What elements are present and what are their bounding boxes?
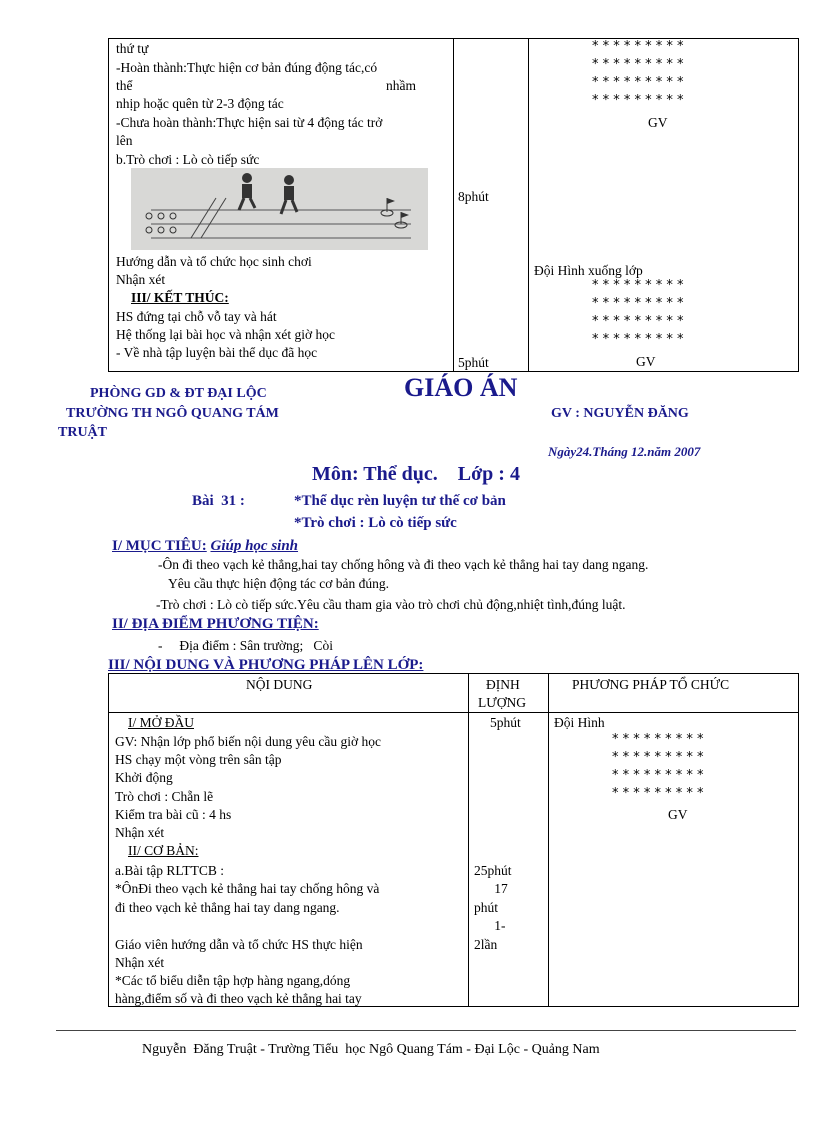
sec2-time: 25phút (474, 863, 512, 878)
content-line: -Chưa hoàn thành:Thực hiện sai từ 4 động tác trở (116, 115, 383, 130)
sec2-time: 2lần (474, 937, 498, 952)
relay-game-illustration (131, 168, 428, 250)
gv-label: GV (648, 115, 668, 130)
formation-stars: * * * * * * * * * (612, 786, 704, 801)
formation-stars: * * * * * * * * * (592, 93, 684, 108)
sec2-time: phút (474, 900, 499, 915)
content-line: đi theo vạch kẻ thẳng hai tay dang ngang. (115, 900, 340, 915)
department: PHÒNG GD & ĐT ĐẠI LỘC (90, 386, 267, 401)
formation-stars: * * * * * * * * * (592, 75, 684, 90)
content-line: Nhận xét (115, 825, 165, 840)
footer-text: Nguyễn Đăng Truật - Trường Tiểu học Ngô Quang Tám - Đại Lộc - Quảng Nam (142, 1042, 600, 1057)
content-line: *Các tổ biểu diễn tập hợp hàng ngang,dóng (115, 973, 351, 988)
page-title: GIÁO ÁN (404, 373, 518, 402)
column-header-method: PHƯƠNG PHÁP TỔ CHỨC (572, 677, 730, 692)
time-game: 8phút (458, 189, 489, 204)
content-line: Khởi động (115, 770, 173, 785)
content-line: a.Bài tập RLTTCB : (115, 863, 224, 878)
formation-stars: * * * * * * * * * (612, 750, 704, 765)
formation-stars: * * * * * * * * * (592, 57, 684, 72)
content-line: nhịp hoặc quên từ 2-3 động tác (116, 96, 284, 111)
content-line: thứ tự (116, 41, 149, 56)
formation-stars: * * * * * * * * * (592, 314, 684, 329)
content-line: lên (116, 133, 133, 148)
sec1-time: 5phút (490, 715, 521, 730)
lesson-number: Bài 31 : (192, 493, 245, 509)
lesson-topic-2: *Trò chơi : Lò cò tiếp sức (294, 515, 457, 531)
content-line: HS chạy một vòng trên sân tập (115, 752, 282, 767)
school-name: TRƯỜNG TH NGÔ QUANG TÁM (66, 406, 279, 421)
objective-line: Yêu cầu thực hiện động tác cơ bản đúng. (168, 576, 390, 591)
content-line: Nhận xét (115, 955, 165, 970)
content-line: b.Trò chơi : Lò cò tiếp sức (116, 152, 260, 167)
content-line: - Về nhà tập luyện bài thể dục đã học (116, 345, 318, 360)
content-line: Giáo viên hướng dẫn và tổ chức HS thực hiện (115, 937, 363, 952)
formation-down-label: Đội Hình xuống lớp (534, 263, 643, 278)
column-header-amount: ĐỊNH (486, 677, 520, 692)
lesson-date: Ngày24.Tháng 12.năm 2007 (548, 444, 701, 459)
formation-stars: * * * * * * * * * (592, 39, 684, 54)
formation-stars: * * * * * * * * * (612, 732, 704, 747)
teacher-name-cont: TRUẬT (58, 425, 108, 440)
objectives-heading-suffix: Giúp học sinh (210, 538, 299, 554)
objective-line: -Ôn đi theo vạch kẻ thẳng,hai tay chống hông và đi theo vạch kẻ thẳng hai tay dang ngang. (158, 557, 649, 572)
content-line: Hướng dẫn và tổ chức học sinh chơi (116, 254, 312, 269)
section-1-heading: I/ MỞ ĐẦU (128, 715, 194, 730)
section-3-heading: III/ KẾT THÚC: (131, 290, 229, 305)
column-header-content: NỘI DUNG (246, 677, 313, 692)
content-line: nhầm (386, 78, 416, 93)
content-line: *ÔnĐi theo vạch kẻ thẳng hai tay chống hông và (115, 881, 380, 896)
content-line: HS đứng tại chỗ vỗ tay và hát (116, 309, 277, 324)
sec2-time: 1- (474, 918, 506, 933)
section-2-heading: II/ CƠ BẢN: (128, 843, 199, 858)
formation-label: Đội Hình (554, 715, 605, 730)
column-header-amount-2: LƯỢNG (478, 695, 526, 710)
time-end: 5phút (458, 355, 489, 370)
content-line: Trò chơi : Chẵn lẽ (115, 789, 214, 804)
sec2-time: 17 (474, 881, 508, 896)
lesson-topic-1: *Thể dục rèn luyện tư thế cơ bản (294, 493, 506, 509)
content-line: Nhận xét (116, 272, 166, 287)
formation-stars: * * * * * * * * * (592, 278, 684, 293)
content-line: Hệ thống lại bài học và nhận xét giờ học (116, 327, 335, 342)
formation-stars: * * * * * * * * * (592, 332, 684, 347)
content-section-heading: III/ NỘI DUNG VÀ PHƯƠNG PHÁP LÊN LỚP: (108, 657, 424, 673)
location-line: - Địa điểm : Sân trường; Còi (158, 638, 333, 653)
content-line: -Hoàn thành:Thực hiện cơ bản đúng động tác,có (116, 60, 378, 75)
content-line: Kiểm tra bài cũ : 4 hs (115, 807, 232, 822)
content-line: thể (116, 78, 133, 93)
content-line: GV: Nhận lớp phổ biến nội dung yêu cầu giờ học (115, 734, 381, 749)
formation-stars: * * * * * * * * * (592, 296, 684, 311)
objectives-heading-text: I/ MỤC TIÊU: (112, 538, 207, 554)
subject-grade: Môn: Thể dục. Lớp : 4 (312, 463, 520, 485)
objectives-heading (112, 536, 298, 556)
objective-line: -Trò chơi : Lò cò tiếp sức.Yêu cầu tham gia vào trò chơi chủ động,nhiệt tình,đúng luật. (156, 597, 626, 612)
teacher-name: GV : NGUYỄN ĐĂNG (551, 406, 689, 421)
footer-divider (56, 1030, 796, 1031)
location-heading: II/ ĐỊA ĐIỂM PHƯƠNG TIỆN: (112, 616, 319, 632)
gv-label: GV (636, 354, 656, 369)
content-line: hàng,điểm số và đi theo vạch kẻ thẳng hai tay (115, 991, 362, 1006)
gv-label: GV (668, 807, 688, 822)
formation-stars: * * * * * * * * * (612, 768, 704, 783)
